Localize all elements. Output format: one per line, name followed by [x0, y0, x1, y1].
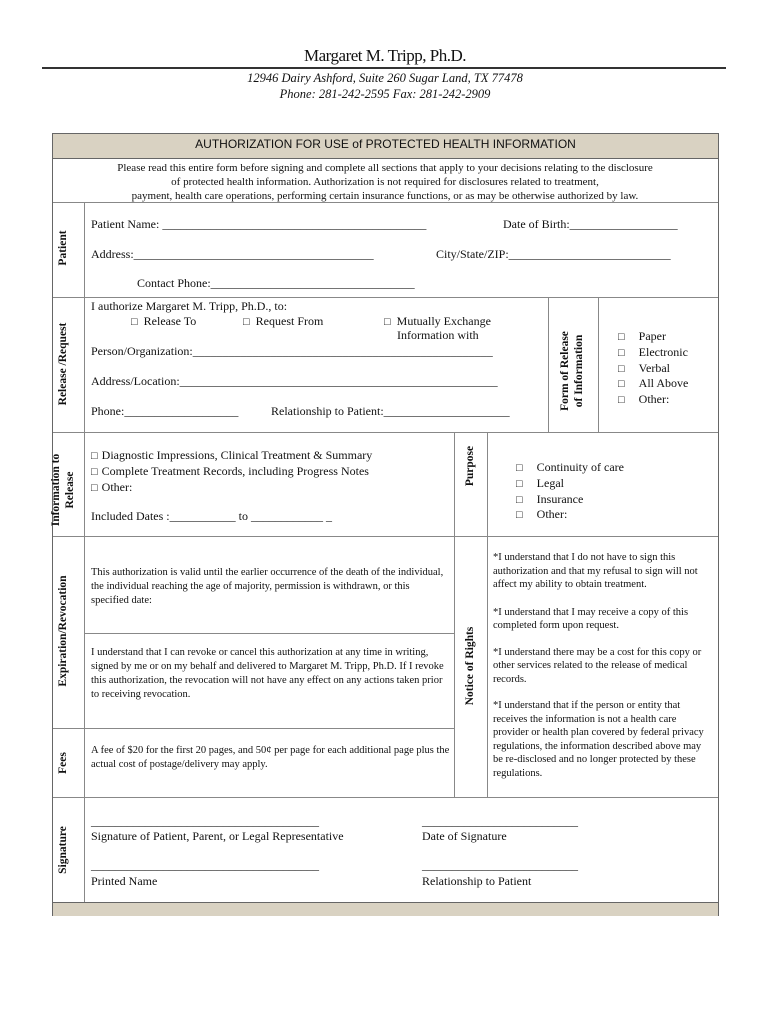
fees-statement: A fee of $20 for the first 20 pages, and 50¢ per page for each additional page plus the actual cost of postage/delivery may apply.: [91, 745, 450, 770]
form-option-electronic[interactable]: □ Electronic: [618, 344, 688, 359]
mutually-exchange-option[interactable]: □ Mutually Exchange: [384, 314, 491, 328]
checkbox-icon[interactable]: □: [91, 481, 98, 494]
right-item: *I understand there may be a cost for this copy or other services related to the release of medical records.: [493, 646, 702, 685]
divider: [53, 297, 718, 298]
side-label-patient: Patient: [57, 230, 69, 266]
address-field[interactable]: Address:________________________________________: [91, 247, 374, 261]
patient-name-field[interactable]: Patient Name: ____________________________________________: [91, 217, 427, 231]
info-option-records[interactable]: □ Complete Treatment Records, including Progress Notes: [91, 463, 369, 478]
request-from-option[interactable]: □ Request From: [243, 314, 324, 328]
side-label-fees: Fees: [57, 752, 69, 774]
purpose-option-continuity[interactable]: □ Continuity of care: [516, 460, 624, 474]
checkbox-icon[interactable]: □: [618, 394, 625, 407]
purpose-options: [516, 460, 624, 523]
divider: [598, 297, 599, 432]
relationship-label: Relationship to Patient: [422, 874, 532, 888]
right-item: *I understand that I do not have to sign this authorization and that my refusal to sign will not affect my ability to obtain treatment.: [493, 552, 698, 590]
side-label-expiration: Expiration/Revocation: [57, 575, 69, 687]
form-intro: [85, 161, 685, 203]
release-to-option[interactable]: □ Release To: [131, 314, 197, 328]
relationship-line[interactable]: __________________________: [422, 858, 578, 872]
date-of-birth-field[interactable]: Date of Birth:__________________: [503, 217, 678, 231]
signature-label: Signature of Patient, Parent, or Legal Representative: [91, 829, 344, 843]
revocation-statement: I understand that I can revoke or cancel this authorization at any time in writing, signed by me or on my behalf and delivered to Margaret M. Tripp, Ph.D. If I revoke this authorization, the revocation will not have any effect on any actions taken prior to receiving revocation.: [91, 647, 444, 700]
practice-phone: Phone: 281-242-2595 Fax: 281-242-2909: [279, 87, 491, 101]
form-title: AUTHORIZATION FOR USE of PROTECTED HEALTH INFORMATION: [53, 134, 718, 159]
checkbox-icon[interactable]: □: [243, 316, 250, 328]
checkbox-icon[interactable]: □: [516, 493, 523, 506]
info-option-other[interactable]: □ Other:: [91, 479, 133, 494]
authorize-statement: I authorize Margaret M. Tripp, Ph.D., to:: [91, 299, 288, 313]
info-option-diagnostic[interactable]: □ Diagnostic Impressions, Clinical Treatment & Summary: [91, 448, 373, 462]
form-of-release-options: [618, 329, 688, 408]
footer-band: [53, 902, 718, 916]
practitioner-name: Margaret M. Tripp, Ph.D.: [304, 46, 466, 65]
divider: [53, 202, 718, 203]
intro-line: of protected health information. Authorization is not required for disclosures related to treatment,: [171, 176, 599, 188]
checkbox-icon[interactable]: □: [516, 477, 523, 490]
checkbox-icon[interactable]: □: [618, 362, 625, 375]
checkbox-icon[interactable]: □: [516, 462, 523, 474]
release-phone-field[interactable]: Phone:___________________: [91, 404, 239, 418]
purpose-option-legal[interactable]: □ Legal: [516, 475, 564, 490]
side-label-information: Information to Release: [50, 453, 76, 527]
side-label-release: Release /Request: [57, 322, 69, 406]
form-option-other[interactable]: □ Other:: [618, 392, 670, 407]
information-items: [91, 448, 372, 495]
checkbox-icon[interactable]: □: [384, 316, 391, 328]
signature-line[interactable]: ______________________________________: [91, 814, 319, 828]
divider: [454, 432, 455, 797]
contact-phone-field[interactable]: Contact Phone:__________________________________: [137, 276, 415, 290]
city-state-zip-field[interactable]: City/State/ZIP:___________________________: [436, 247, 671, 261]
checkbox-icon[interactable]: □: [91, 450, 98, 462]
purpose-option-other[interactable]: □ Other:: [516, 507, 568, 522]
checkbox-icon[interactable]: □: [618, 331, 625, 343]
form-option-verbal[interactable]: □ Verbal: [618, 360, 670, 375]
printed-name-label: Printed Name: [91, 874, 158, 888]
side-label-signature: Signature: [57, 826, 69, 874]
rights-list: [493, 551, 713, 780]
checkbox-icon[interactable]: □: [618, 378, 625, 391]
right-item: *I understand that I may receive a copy of this completed form upon request.: [493, 606, 689, 631]
checkbox-icon[interactable]: □: [516, 509, 523, 522]
relationship-to-patient-field[interactable]: Relationship to Patient:_____________________: [271, 404, 510, 418]
checkbox-icon[interactable]: □: [91, 465, 98, 478]
checkbox-icon[interactable]: □: [618, 346, 625, 359]
divider: [53, 432, 718, 433]
checkbox-icon[interactable]: □: [131, 316, 138, 328]
side-label-notice-of-rights: Notice of Rights: [464, 626, 476, 706]
included-dates-field[interactable]: Included Dates :___________ to ____________ _: [91, 509, 332, 523]
header-rule: [42, 67, 726, 69]
form-option-all-above[interactable]: □ All Above: [618, 376, 689, 391]
divider: [53, 536, 718, 537]
divider: [84, 633, 454, 634]
divider: [548, 297, 549, 432]
side-label-form-of-release: Form of Release of Information: [559, 331, 585, 411]
validity-statement: This authorization is valid until the earlier occurrence of the death of the individual, the individual reaching the age of majority, permission is withdrawn, or this specified date:: [91, 567, 444, 606]
printed-name-line[interactable]: ______________________________________: [91, 858, 319, 872]
mutually-exchange-option-line2: Information with: [397, 328, 479, 342]
right-item: *I understand that if the person or entity that receives the information is not a health care provider or health plan covered by federal privacy regulations, the information described above may be re-disclosed and no longer protected by these regulations.: [493, 700, 704, 779]
date-of-signature-label: Date of Signature: [422, 829, 507, 843]
date-of-signature-line[interactable]: __________________________: [422, 814, 578, 828]
practice-address: 12946 Dairy Ashford, Suite 260 Sugar Land, TX 77478: [247, 71, 523, 85]
form-option-paper[interactable]: □ Paper: [618, 329, 666, 343]
divider: [53, 728, 455, 729]
intro-line: Please read this entire form before signing and complete all sections that apply to your decisions relating to the disclosure: [117, 162, 653, 174]
purpose-option-insurance[interactable]: □ Insurance: [516, 491, 584, 506]
divider: [487, 432, 488, 797]
person-organization-field[interactable]: Person/Organization:__________________________________________________: [91, 344, 493, 358]
intro-line: payment, health care operations, performing certain insurance functions, or as may be otherwise authorized by law.: [131, 190, 639, 202]
divider: [53, 797, 718, 798]
side-label-purpose: Purpose: [464, 445, 476, 487]
address-location-field[interactable]: Address/Location:_____________________________________________________: [91, 374, 498, 388]
